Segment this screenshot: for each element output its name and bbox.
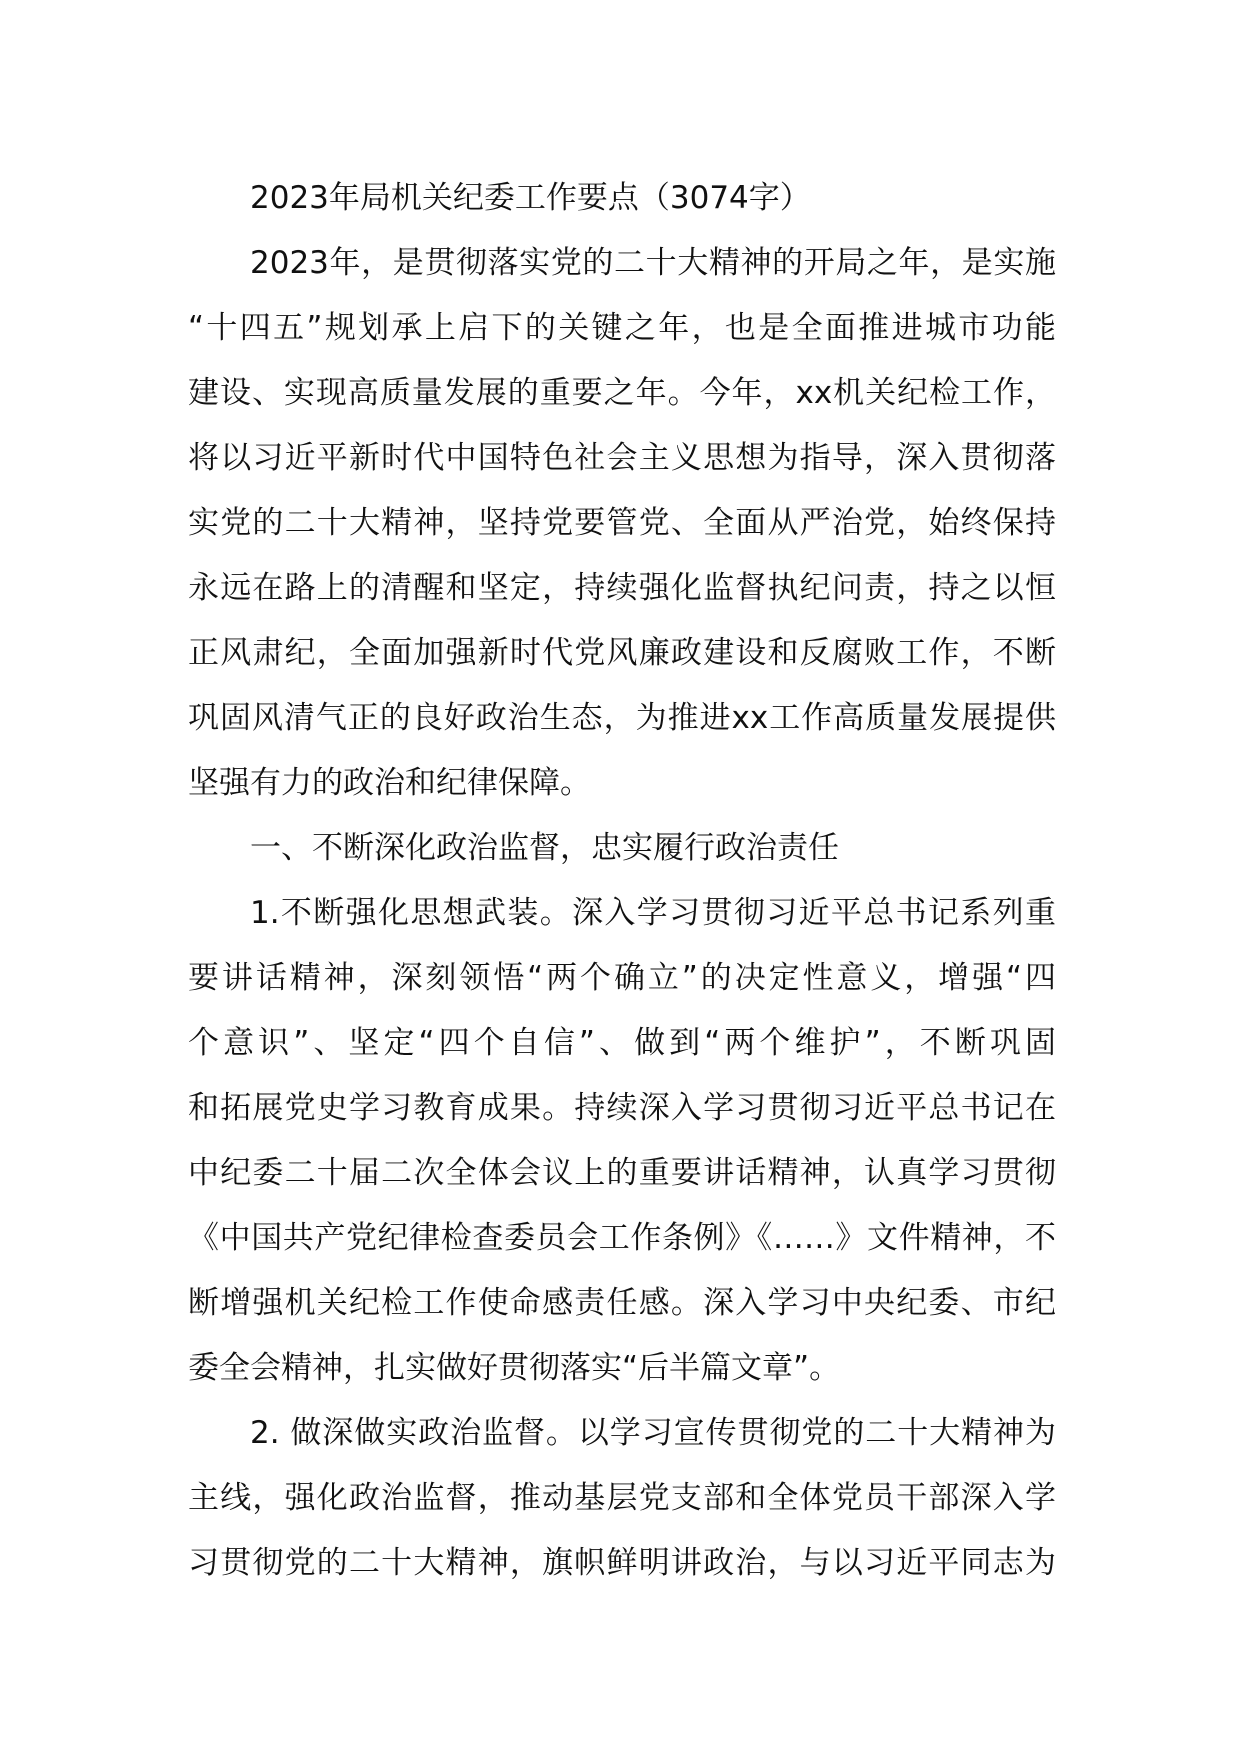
paragraph-1-line-4: 将以习近平新时代中国特色社会主义思想为指导，深入贯彻落 xyxy=(188,440,1056,476)
paragraph-3-line-5: 中纪委二十届二次全体会议上的重要讲话精神，认真学习贯彻 xyxy=(188,1155,1056,1191)
paragraph-4-line-2: 主线，强化政治监督，推动基层党支部和全体党员干部深入学 xyxy=(188,1480,1056,1516)
paragraph-3-line-7: 断增强机关纪检工作使命感责任感。深入学习中央纪委、市纪 xyxy=(188,1285,1056,1321)
document-body xyxy=(188,166,1056,1596)
document-title: 2023年局机关纪委工作要点（3074字） xyxy=(250,180,811,216)
paragraph-1-line-8: 巩固风清气正的良好政治生态，为推进xx工作高质量发展提供 xyxy=(188,700,1056,736)
paragraph-1-line-1: 2023年，是贯彻落实党的二十大精神的开局之年，是实施 xyxy=(250,245,1056,281)
paragraph-3-line-2: 要讲话精神，深刻领悟“两个确立”的决定性意义，增强“四 xyxy=(188,960,1056,996)
paragraph-3-line-3: 个意识”、坚定“四个自信”、做到“两个维护”，不断巩固 xyxy=(188,1025,1056,1061)
paragraph-1-line-7: 正风肃纪，全面加强新时代党风廉政建设和反腐败工作，不断 xyxy=(188,635,1056,671)
paragraph-3-line-8: 委全会精神，扎实做好贯彻落实“后半篇文章”。 xyxy=(188,1350,841,1386)
paragraph-1-line-9: 坚强有力的政治和纪律保障。 xyxy=(188,765,591,801)
section-heading-1: 一、不断深化政治监督，忠实履行政治责任 xyxy=(250,830,839,866)
paragraph-1-line-5: 实党的二十大精神，坚持党要管党、全面从严治党，始终保持 xyxy=(188,505,1056,541)
paragraph-4-line-3: 习贯彻党的二十大精神，旗帜鲜明讲政治，与以习近平同志为 xyxy=(188,1545,1056,1581)
paragraph-4-line-1: 2. 做深做实政治监督。以学习宣传贯彻党的二十大精神为 xyxy=(250,1415,1056,1451)
paragraph-1-line-3: 建设、实现高质量发展的重要之年。今年，xx机关纪检工作， xyxy=(188,375,1056,411)
paragraph-1-line-6: 永远在路上的清醒和坚定，持续强化监督执纪问责，持之以恒 xyxy=(188,570,1056,606)
paragraph-1-line-2: “十四五”规划承上启下的关键之年，也是全面推进城市功能 xyxy=(188,310,1056,346)
paragraph-3-line-1: 1.不断强化思想武装。深入学习贯彻习近平总书记系列重 xyxy=(250,895,1056,931)
paragraph-3-line-6: 《中国共产党纪律检查委员会工作条例》《……》文件精神，不 xyxy=(188,1220,1056,1256)
paragraph-3-line-4: 和拓展党史学习教育成果。持续深入学习贯彻习近平总书记在 xyxy=(188,1090,1056,1126)
